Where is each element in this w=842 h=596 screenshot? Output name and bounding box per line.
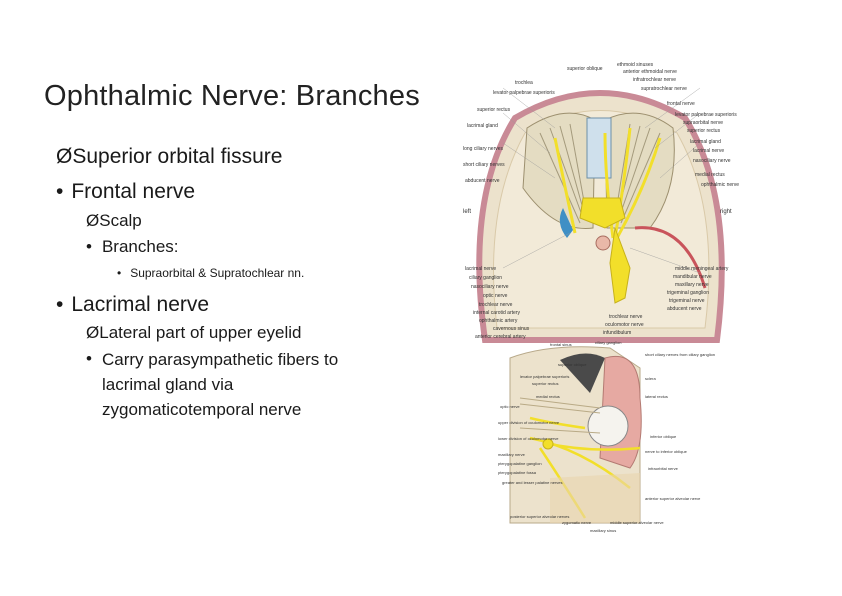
figure-label: anterior superior alveolar nerve — [645, 496, 701, 501]
figure-label: mandibular nerve — [673, 274, 712, 280]
figure-label: superior oblique — [558, 362, 587, 367]
bullet-l2 — [86, 237, 179, 257]
figure-label: ciliary ganglion — [595, 340, 622, 345]
figure-label: middle superior alveolar nerve — [610, 520, 664, 525]
figure-label: oculomotor nerve — [605, 322, 644, 328]
bullet-text: Lateral part of upper eyelid — [99, 323, 302, 342]
infundibulum — [596, 236, 610, 250]
figure-label: optic nerve — [483, 293, 508, 299]
figure-label: lateral rectus — [645, 394, 668, 399]
figure-label: infundibulum — [603, 330, 632, 336]
orbit-lateral-view-illustration — [490, 338, 715, 538]
figure-label: superior oblique — [567, 66, 603, 72]
figure-label: lacrimal gland — [467, 123, 498, 129]
figure-label: lacrimal nerve — [465, 266, 497, 272]
figure-label: optic nerve — [500, 404, 520, 409]
figure-label: trochlear nerve — [609, 314, 643, 320]
dot-bullet-icon: • — [56, 293, 64, 316]
bullet-l1 — [56, 180, 195, 204]
bullet-l3 — [117, 266, 304, 280]
figure-label: lower division of oculomotor nerve — [498, 436, 559, 441]
bullet-text: Supraorbital & Supratochlear nn. — [130, 266, 305, 280]
figure-label: frontal sinus — [550, 342, 572, 347]
side-label-left: left — [463, 209, 472, 215]
figure-label: internal carotid artery — [473, 310, 520, 316]
figure-label: medial rectus — [536, 394, 560, 399]
figure-label: ethmoid sinuses — [617, 62, 654, 68]
figure-label: trigeminal nerve — [669, 298, 705, 304]
figure-label: ophthalmic artery — [479, 318, 518, 324]
figure-label: long ciliary nerves — [463, 146, 504, 152]
figure-label: short ciliary nerves — [463, 162, 505, 168]
figure-label: anterior ethmoidal nerve — [623, 69, 677, 75]
bullet-text: Scalp — [99, 211, 142, 230]
arrow-bullet-icon: Ø — [86, 323, 100, 342]
bullet-l2 — [86, 211, 142, 231]
bullet-l1 — [56, 145, 282, 169]
bullet-text: Carry parasympathetic fibers to lacrimal gland via zygomaticotemporal nerve — [102, 350, 339, 419]
figure-label: posterior superior alveolar nerves — [510, 514, 570, 519]
figure-label: superior rectus — [687, 128, 721, 134]
figure-label: anterior cerebral artery — [475, 334, 526, 340]
figure-label: levator palpebrae superioris — [520, 374, 570, 379]
figure-label: frontal nerve — [667, 101, 695, 107]
figure-label: abducent nerve — [465, 178, 500, 184]
figure-label: greater and lesser palatine nerves — [502, 480, 563, 485]
arrow-bullet-icon: Ø — [56, 145, 73, 168]
figure-label: nasociliary nerve — [471, 284, 509, 290]
figure-label: trochlear nerve — [479, 302, 513, 308]
figure-label: superior rectus — [477, 107, 511, 113]
dot-bullet-icon: • — [56, 180, 64, 203]
figure-label: short ciliary nerves from ciliary ganglion — [645, 352, 715, 357]
dot-bullet-icon: • — [86, 349, 92, 368]
figure-label: abducent nerve — [667, 306, 702, 312]
figure-label: superior rectus — [532, 381, 559, 386]
figure-label: zygomatic nerve — [562, 520, 592, 525]
figure-label: inferior oblique — [650, 434, 677, 439]
figure-label: lacrimal gland — [690, 139, 721, 145]
figure-label: trigeminal ganglion — [667, 290, 709, 296]
bullet-text: Lacrimal nerve — [71, 293, 210, 316]
slide-title: Ophthalmic Nerve: Branches — [44, 80, 420, 112]
figure-label: trochlea — [515, 80, 533, 86]
figure-label: ophthalmic nerve — [701, 182, 740, 188]
bullet-l2 — [86, 349, 382, 422]
figure-label: cavernous sinus — [493, 326, 530, 332]
figure-label: upper division of oculomotor nerve — [498, 420, 560, 425]
figure-label: maxillary sinus — [590, 528, 617, 533]
arrow-bullet-icon: Ø — [86, 211, 100, 230]
figure-label: nerve to inferior oblique — [645, 449, 687, 454]
dot-bullet-icon: • — [86, 237, 92, 256]
bullet-l1 — [56, 293, 209, 317]
figure-label: supratrochlear nerve — [641, 86, 687, 92]
figure-label: pterygopalatine ganglion — [498, 461, 542, 466]
figure-label: medial rectus — [695, 172, 725, 178]
figure-label: supraorbital nerve — [683, 120, 724, 126]
figure-label: nasociliary nerve — [693, 158, 731, 164]
figure-label: maxillary nerve — [675, 282, 709, 288]
figure-label: middle meningeal artery — [675, 266, 729, 272]
figure-label: pterygopalatine fossa — [498, 470, 537, 475]
bullet-text: Frontal nerve — [71, 180, 196, 203]
dot-bullet-icon: • — [117, 266, 122, 280]
figure-label: levator palpebrae superioris — [493, 90, 555, 96]
figure-label: levator palpebrae superioris — [675, 112, 737, 118]
orbit-superior-view-illustration — [455, 58, 745, 348]
side-label-right: right — [720, 209, 732, 215]
figure-label: infratrochlear nerve — [633, 77, 677, 83]
bullet-text: Superior orbital fissure — [72, 145, 283, 168]
figure-label: lacrimal nerve — [693, 148, 725, 154]
figure-label: infraorbital nerve — [648, 466, 678, 471]
figure-label: maxillary nerve — [498, 452, 525, 457]
figure-label: sclera — [645, 376, 656, 381]
bullet-text: Branches: — [101, 237, 179, 256]
figure-label: ciliary ganglion — [469, 275, 503, 281]
bullet-l2 — [86, 323, 301, 343]
